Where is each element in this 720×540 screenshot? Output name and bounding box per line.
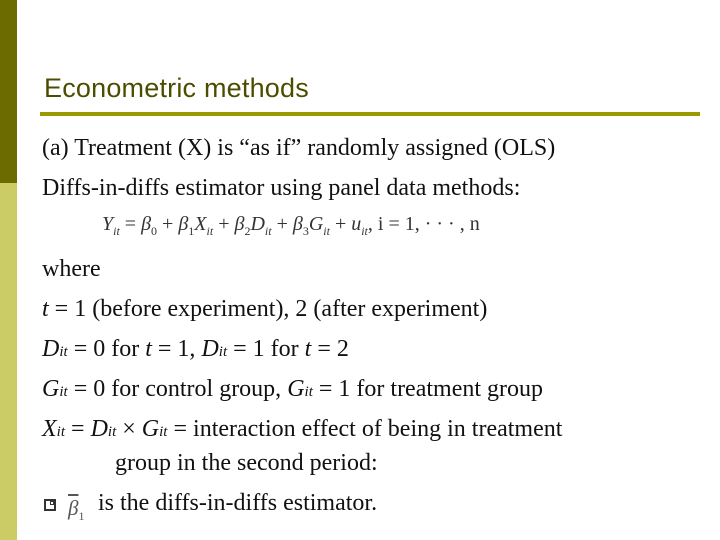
line-d-definition: Dit = 0 for t = 1, Dit = 1 for t = 2 <box>42 336 349 362</box>
line-t-definition: t = 1 (before experiment), 2 (after experiment) <box>42 296 488 322</box>
beta-hat-symbol: $\overline{\beta}_1$ <box>68 496 85 524</box>
slide-title: Econometric methods <box>44 73 309 103</box>
title-underline <box>40 112 700 116</box>
line-estimator-note: is the diffs-in-diffs estimator. <box>98 490 378 516</box>
line-g-definition: Git = 0 for control group, Git = 1 for treatment group <box>42 376 544 402</box>
line-where: where <box>42 256 101 282</box>
side-accent-bar-bottom <box>0 183 17 540</box>
line-x-definition-continued: group in the second period: <box>115 450 378 476</box>
line-treatment-ols: (a) Treatment (X) is “as if” randomly assigned (OLS) <box>42 135 556 161</box>
line-x-definition: Xit = Dit × Git = interaction effect of being in treatment <box>42 416 563 442</box>
regression-formula: $Y_{it} = \beta_0 + \beta_1X_{it} + \beta_2D_{it} + \beta_3G_{it} + u_{it}$, i = 1, · · · , n <box>102 213 480 238</box>
side-accent-bar-top <box>0 0 17 183</box>
square-bullet-icon <box>44 499 56 511</box>
line-diffs-in-diffs: Diffs-in-diffs estimator using panel data methods: <box>42 175 521 201</box>
